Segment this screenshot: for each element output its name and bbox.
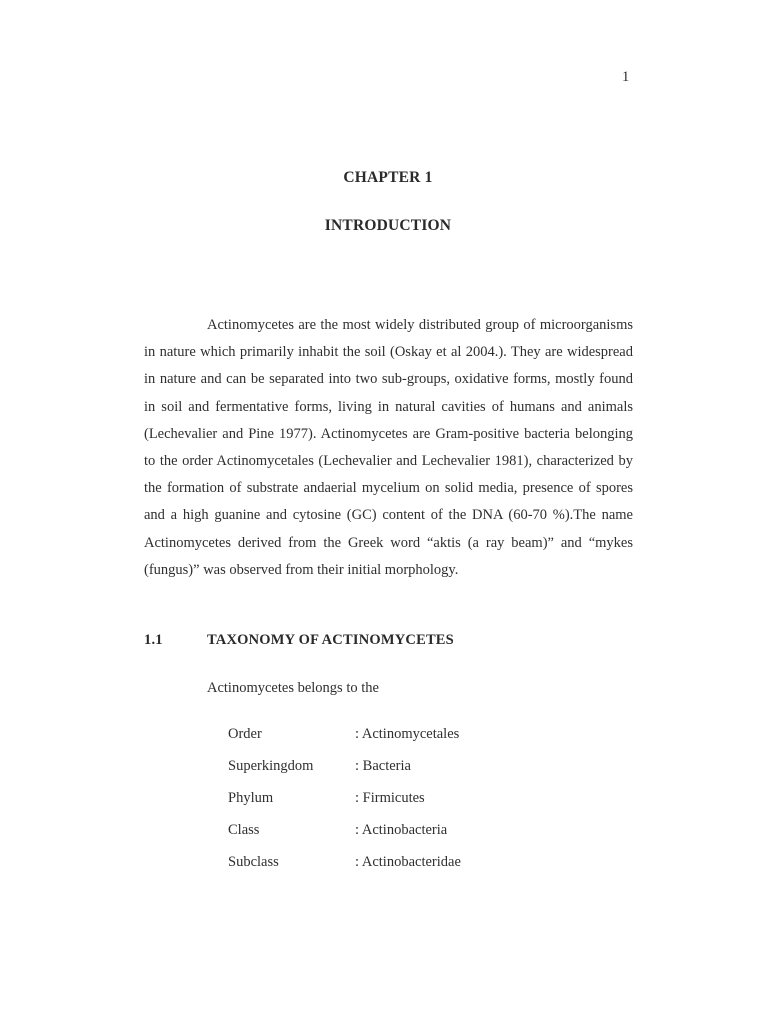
taxonomy-row <box>228 822 461 854</box>
chapter-title: CHAPTER 1 <box>343 169 433 186</box>
chapter-subtitle: INTRODUCTION <box>324 217 452 234</box>
taxonomy-value: : Actinobacteria <box>355 822 448 838</box>
taxonomy-row <box>228 790 461 822</box>
taxonomy-rank: Order <box>228 726 262 742</box>
body-paragraph: Actinomycetes are the most widely distributed group of microorganisms in nature which primarily inhabit the soil (Oskay et al 2004.). They are widespread in nature and can be separated into two sub-groups, oxidative forms, mostly found in soil and fermentative forms, living in natural cavities of humans and animals (Lechevalier and Pine 1977). Actinomycetes are Gram-positive bacteria belonging to the order Actinomycetales (Lechevalier and Lechevalier 1981), characterized by the formation of substrate andaerial mycelium on solid media, presence of spores and a high guanine and cytosine (GC) content of the DNA (60-70 %).The name Actinomycetes derived from the Greek word “aktis (a ray beam)” and “mykes (fungus)” was observed from their initial morphology. <box>144 317 633 578</box>
taxonomy-rank: Subclass <box>228 854 279 870</box>
taxonomy-rank: Class <box>228 822 260 838</box>
taxonomy-rank: Phylum <box>228 790 274 806</box>
section-heading <box>144 632 454 649</box>
taxonomy-value: : Actinobacteridae <box>355 854 461 870</box>
section-intro: Actinomycetes belongs to the <box>207 680 379 696</box>
taxonomy-rank: Superkingdom <box>228 758 314 774</box>
taxonomy-table <box>228 726 461 886</box>
section-number: 1.1 <box>144 632 163 648</box>
page-number: 1 <box>622 69 630 85</box>
taxonomy-row <box>228 854 461 886</box>
taxonomy-row <box>228 758 461 790</box>
taxonomy-value: : Actinomycetales <box>355 726 460 742</box>
taxonomy-value: : Bacteria <box>355 758 411 774</box>
taxonomy-value: : Firmicutes <box>355 790 425 806</box>
taxonomy-row <box>228 726 461 758</box>
section-title: TAXONOMY OF ACTINOMYCETES <box>207 632 454 648</box>
